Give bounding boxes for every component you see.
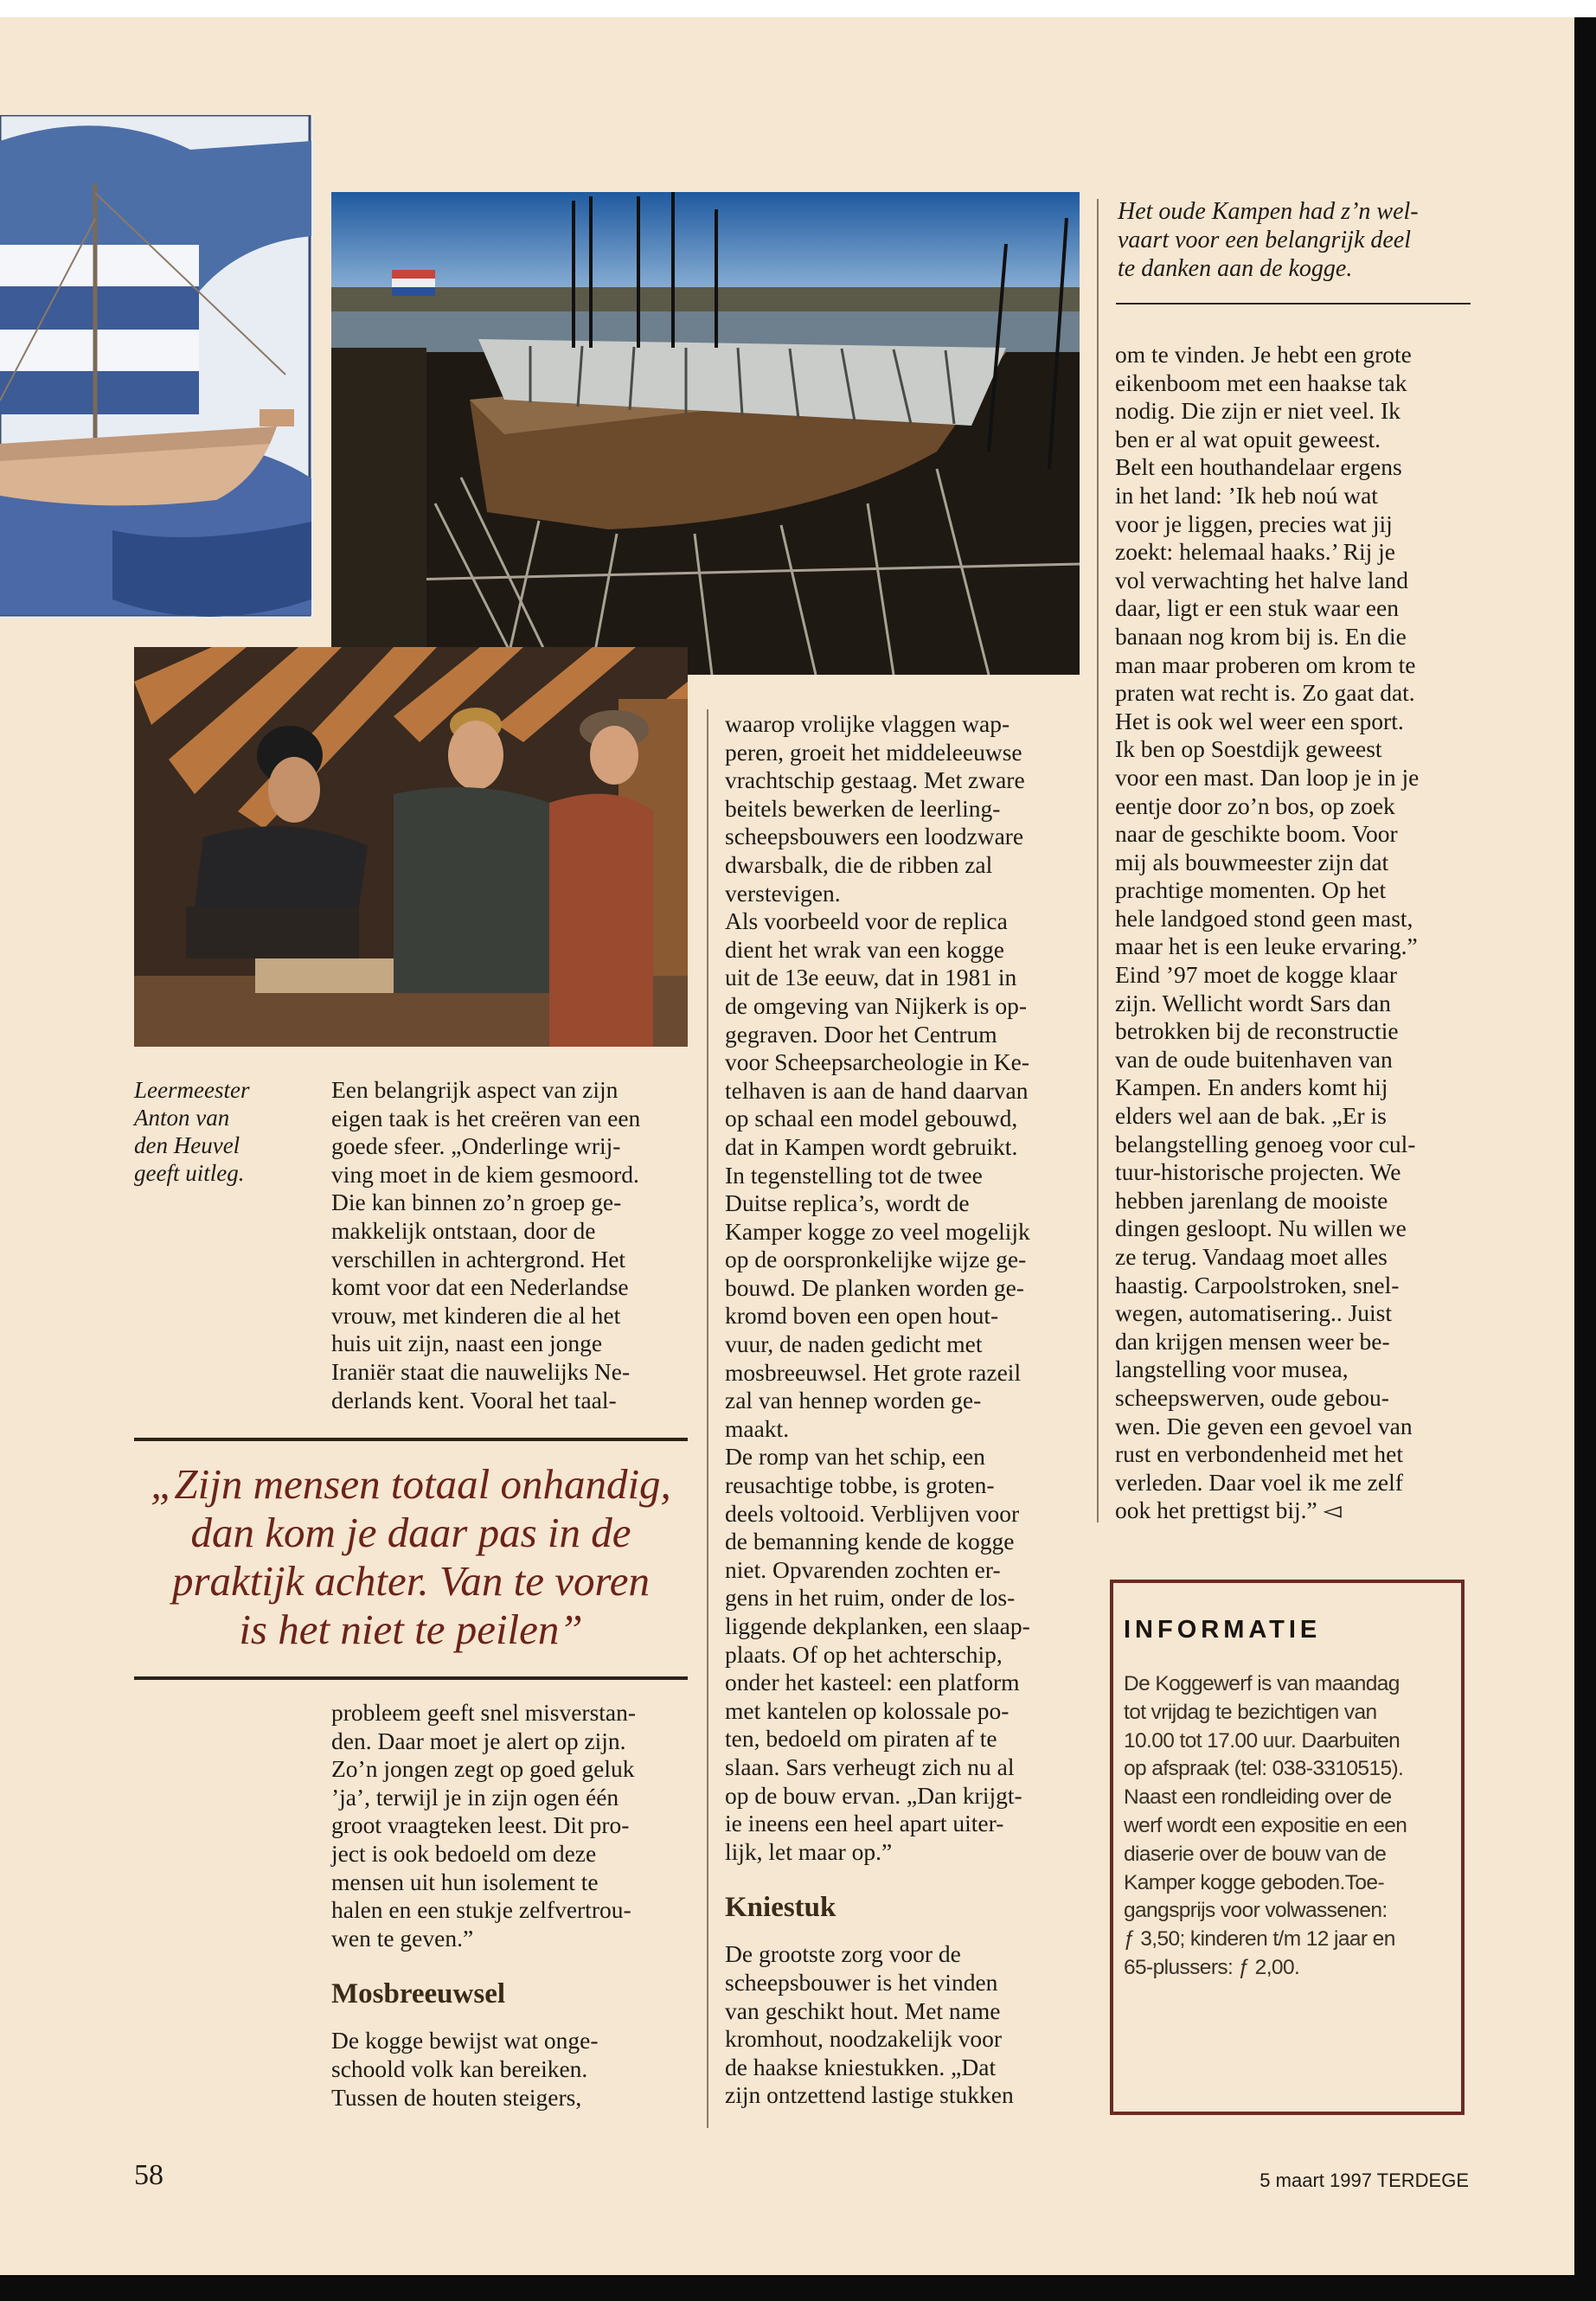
text-line: Die kan binnen zo’n groep ge- xyxy=(331,1189,622,1216)
text-line: daar, ligt er een stuk waar een xyxy=(1115,594,1399,622)
text-line: ook het prettigst bij.” ◅ xyxy=(1115,1497,1342,1524)
info-line: diaserie over de bouw van de xyxy=(1124,1842,1387,1866)
text-line: de omgeving van Nijkerk is op- xyxy=(725,991,1028,1019)
text-line: scheepswerven, oude gebou- xyxy=(1115,1383,1389,1411)
text-line: Duitse replica’s, wordt de xyxy=(725,1189,970,1217)
text-line: lijk, let maar op.” xyxy=(725,1837,893,1865)
text-line: scheepsbouwers een loodzware xyxy=(725,823,1024,850)
scan-edge-bottom xyxy=(0,2275,1596,2301)
text-line: op de bouw ervan. „Dan krijgt- xyxy=(725,1781,1022,1809)
text-line: voor een mast. Dan loop je in je xyxy=(1115,763,1420,791)
text-line: waarop vrolijke vlaggen wap- xyxy=(725,710,1010,737)
text-line: dwarsbalk, die de ribben zal xyxy=(725,850,993,878)
info-line: gangsprijs voor volwassenen: xyxy=(1124,1899,1388,1923)
text-line: dingen gesloopt. Nu willen we xyxy=(1115,1215,1407,1242)
text-line: goede sfeer. „Onderlinge wrij- xyxy=(331,1132,621,1160)
text-line: wen. Die geven een gevoel van xyxy=(1115,1412,1413,1439)
text-line: uit de 13e eeuw, dat in 1981 in xyxy=(725,964,1017,991)
text-line: Ik ben op Soestdijk geweest xyxy=(1115,735,1382,763)
caption-kampen xyxy=(1118,197,1481,283)
text-line: ben er al wat opuit geweest. xyxy=(1115,425,1381,452)
caption-line: vaart voor een belangrijk deel xyxy=(1118,227,1412,253)
pull-quote xyxy=(134,1438,688,1680)
text-line: bouwd. De planken worden ge- xyxy=(725,1273,1024,1301)
text-line: op de oorspronkelijke wijze ge- xyxy=(725,1246,1027,1273)
shipyard-photo xyxy=(331,192,1080,675)
column-divider xyxy=(1097,199,1099,1522)
caption-line: geeft uitleg. xyxy=(134,1160,245,1186)
caption-line: te danken aan de kogge. xyxy=(1118,255,1353,282)
caption-line: Leermeester xyxy=(134,1077,250,1103)
info-line: tot vrijdag te bezichtigen van xyxy=(1124,1700,1377,1724)
text-line: wegen, automatisering.. Juist xyxy=(1115,1299,1393,1327)
text-line: mosbreeuwsel. Het grote razeil xyxy=(725,1358,1022,1386)
info-box-body xyxy=(1124,1670,1447,1983)
text-line: ’ja’, terwijl je in zijn ogen één xyxy=(331,1783,619,1811)
info-line: 10.00 tot 17.00 uur. Daarbuiten xyxy=(1124,1728,1401,1753)
caption-leermeester xyxy=(134,1076,298,1187)
text-line: de haakse kniestukken. „Dat xyxy=(725,2053,997,2080)
info-line: 65-plussers: ƒ 2,00. xyxy=(1124,1955,1300,1979)
text-line: mensen uit hun isolement te xyxy=(331,1868,599,1895)
info-line: Kamper kogge geboden.Toe- xyxy=(1124,1870,1384,1894)
text-line: gegraven. Door het Centrum xyxy=(725,1020,997,1048)
text-line: eentje door zo’n bos, op zoek xyxy=(1115,792,1395,819)
text-line: Als voorbeeld voor de replica xyxy=(725,907,1008,935)
column-1-top xyxy=(331,1076,695,1414)
text-line: ving moet in de kiem gesmoord. xyxy=(331,1160,639,1188)
info-line: De Koggewerf is van maandag xyxy=(1124,1672,1400,1695)
text-line: maakt. xyxy=(725,1414,790,1442)
text-line: Belt een houthandelaar ergens xyxy=(1115,453,1402,481)
pull-quote-line: praktijk achter. Van te voren xyxy=(171,1557,650,1605)
text-line: scheepsbouwer is het vinden xyxy=(725,1968,998,1996)
info-line: Naast een rondleiding over de xyxy=(1124,1785,1392,1810)
pull-quote-line: is het niet te peilen” xyxy=(239,1606,583,1653)
caption-line: den Heuvel xyxy=(134,1132,240,1158)
text-line: peren, groeit het middeleeuwse xyxy=(725,738,1022,766)
info-box-title: INFORMATIE xyxy=(1124,1616,1322,1644)
text-line: Iraniër staat die nauwelijks Ne- xyxy=(331,1357,631,1385)
caption-rule xyxy=(1116,303,1471,304)
text-line: ten, bedoeld om piraten af te xyxy=(725,1725,997,1753)
text-line: huis uit zijn, naast een jonge xyxy=(331,1330,603,1357)
text-line: In tegenstelling tot de twee xyxy=(725,1161,983,1189)
text-line: van de oude buitenhaven van xyxy=(1115,1045,1393,1073)
subheading-mosbreeuwsel: Mosbreeuwsel xyxy=(331,1978,506,2010)
column-2 xyxy=(725,710,1088,2110)
pull-quote-line: „Zijn mensen totaal onhandig, xyxy=(151,1460,671,1508)
info-line: ƒ 3,50; kinderen t/m 12 jaar en xyxy=(1124,1927,1395,1952)
text-line: komt voor dat een Nederlandse xyxy=(331,1273,629,1301)
text-line: eigen taak is het creëren van een xyxy=(331,1104,641,1131)
text-line: gens in het ruim, onder de los- xyxy=(725,1584,1016,1612)
text-line: Eind ’97 moet de kogge klaar xyxy=(1115,961,1398,989)
text-line: De kogge bewijst wat onge- xyxy=(331,2027,599,2054)
scan-margin-top xyxy=(0,0,1596,17)
caption-line: Het oude Kampen had z’n wel- xyxy=(1118,198,1419,225)
text-line: nodig. Die zijn er niet veel. Ik xyxy=(1115,397,1401,425)
text-line: zijn. Wellicht wordt Sars dan xyxy=(1115,989,1391,1016)
text-line: probleem geeft snel misverstan- xyxy=(331,1699,637,1726)
text-line: wen te geven.” xyxy=(331,1924,474,1952)
text-line: zal van hennep worden ge- xyxy=(725,1387,982,1414)
text-line: prachtige momenten. Op het xyxy=(1115,876,1387,904)
text-line: langstelling voor musea, xyxy=(1115,1356,1349,1383)
text-line: vol verwachting het halve land xyxy=(1115,566,1409,593)
text-line: in het land: ’Ik heb noú wat xyxy=(1115,481,1378,509)
text-line: liggende dekplanken, een slaap- xyxy=(725,1612,1030,1639)
text-line: Zo’n jongen zegt op goed geluk xyxy=(331,1755,635,1783)
text-line: onder het kasteel: een platform xyxy=(725,1669,1020,1696)
text-line: eikenboom met een haakse tak xyxy=(1115,369,1407,396)
text-line: hele landgoed stond geen mast, xyxy=(1115,904,1413,932)
text-line: praten wat recht is. Zo gaat dat. xyxy=(1115,679,1415,707)
text-line: dient het wrak van een kogge xyxy=(725,935,1005,963)
text-line: op schaal een model gebouwd, xyxy=(725,1105,1018,1132)
text-line: Een belangrijk aspect van zijn xyxy=(331,1076,619,1103)
text-line: man maar proberen om krom te xyxy=(1115,651,1416,678)
text-line: groot vraagteken leest. Dit pro- xyxy=(331,1811,630,1839)
text-line: van geschikt hout. Met name xyxy=(725,1997,1001,2024)
text-line: De romp van het schip, een xyxy=(725,1443,985,1471)
text-line: vrachtschip gestaag. Met zware xyxy=(725,766,1025,794)
text-line: halen en een stukje zelfvertrou- xyxy=(331,1896,631,1924)
text-line: beitels bewerken de leerling- xyxy=(725,794,1001,822)
column-3 xyxy=(1115,341,1478,1525)
pull-quote-line: dan kom je daar pas in de xyxy=(190,1509,631,1556)
text-line: makkelijk ontstaan, door de xyxy=(331,1216,596,1244)
text-line: den. Daar moet je alert op zijn. xyxy=(331,1727,626,1754)
text-line: dan krijgen mensen weer be- xyxy=(1115,1327,1390,1355)
text-line: belangstelling genoeg voor cul- xyxy=(1115,1130,1416,1157)
text-line: De grootste zorg voor de xyxy=(725,1940,961,1968)
text-line: hebben jarenlang de mooiste xyxy=(1115,1186,1388,1214)
subheading-kniestuk: Kniestuk xyxy=(725,1892,836,1924)
text-line: naar de geschikte boom. Voor xyxy=(1115,820,1398,848)
text-line: voor je liggen, precies wat jij xyxy=(1115,510,1393,537)
text-line: dat in Kampen wordt gebruikt. xyxy=(725,1132,1018,1160)
text-line: elders wel aan de bak. „Er is xyxy=(1115,1102,1387,1130)
text-line: deels voltooid. Verblijven voor xyxy=(725,1499,1020,1527)
workshop-photo xyxy=(134,647,688,1047)
text-line: mij als bouwmeester zijn dat xyxy=(1115,848,1389,875)
text-line: slaan. Sars verheugt zich nu al xyxy=(725,1753,1015,1780)
text-line: plaats. Of op het achterschip, xyxy=(725,1640,1003,1668)
text-line: derlands kent. Vooral het taal- xyxy=(331,1386,617,1413)
text-line: kromhout, noodzakelijk voor xyxy=(725,2025,1003,2053)
text-line: Het is ook wel weer een sport. xyxy=(1115,707,1404,734)
text-line: Kamper kogge zo veel mogelijk xyxy=(725,1217,1030,1245)
text-line: telhaven is aan de hand daarvan xyxy=(725,1076,1029,1104)
scan-edge-right xyxy=(1574,17,1596,2301)
text-line: verleden. Daar voel ik me zelf xyxy=(1115,1468,1403,1496)
text-line: kromd boven een open hout- xyxy=(725,1302,999,1330)
text-line: Tussen de houten steigers, xyxy=(331,2083,582,2111)
column-1-bottom xyxy=(331,1699,695,2112)
text-line: haastig. Carpoolstroken, snel- xyxy=(1115,1271,1400,1298)
info-line: op afspraak (tel: 038-3310515). xyxy=(1124,1757,1404,1781)
page-number: 58 xyxy=(134,2159,163,2191)
text-line: tuur-historische projecten. We xyxy=(1115,1158,1401,1186)
text-line: rust en verbondenheid met het xyxy=(1115,1440,1403,1468)
text-line: zoekt: helemaal haaks.’ Rij je xyxy=(1115,538,1396,566)
text-line: schoold volk kan bereiken. xyxy=(331,2054,588,2082)
text-line: zijn ontzettend lastige stukken xyxy=(725,2081,1014,2109)
text-line: voor Scheepsarcheologie in Ke- xyxy=(725,1048,1030,1076)
text-line: vrouw, met kinderen die al het xyxy=(331,1301,621,1329)
text-line: de bemanning kende de kogge xyxy=(725,1528,1015,1555)
text-line: vuur, de naden gedicht met xyxy=(725,1330,983,1358)
text-line: met kantelen op kolossale po- xyxy=(725,1696,1010,1724)
text-line: betrokken bij de reconstructie xyxy=(1115,1017,1399,1045)
text-line: Kampen. En anders komt hij xyxy=(1115,1074,1388,1101)
text-line: ject is ook bedoeld om deze xyxy=(331,1839,597,1867)
text-line: reusachtige tobbe, is groten- xyxy=(725,1471,995,1499)
text-line: niet. Opvarenden zochten er- xyxy=(725,1555,1001,1583)
text-line: verstevigen. xyxy=(725,879,841,907)
caption-line: Anton van xyxy=(134,1105,230,1131)
text-line: maar het is een leuke ervaring.” xyxy=(1115,933,1418,960)
text-line: verschillen in achtergrond. Het xyxy=(331,1245,626,1272)
info-box xyxy=(1110,1580,1465,2115)
text-line: ie ineens een heel apart uiter- xyxy=(725,1810,1004,1837)
text-line: om te vinden. Je hebt een grote xyxy=(1115,341,1412,368)
info-line: werf wordt een expositie en een xyxy=(1124,1813,1407,1837)
issue-footer: 5 maart 1997 TERDEGE xyxy=(1259,2170,1469,2191)
text-line: ze terug. Vandaag moet alles xyxy=(1115,1243,1388,1270)
column-divider xyxy=(707,709,708,2128)
ship-illustration xyxy=(0,115,313,619)
text-line: banaan nog krom bij is. En die xyxy=(1115,622,1407,650)
